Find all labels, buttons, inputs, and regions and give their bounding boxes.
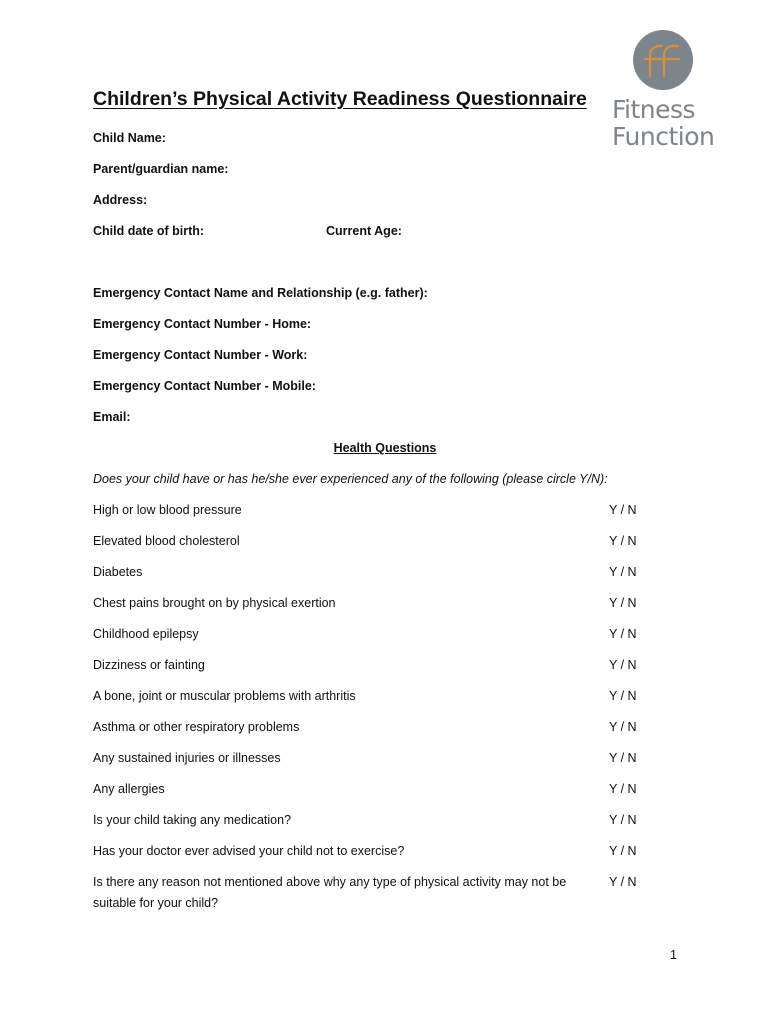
emergency-home-label: Emergency Contact Number - Home: [93, 317, 312, 331]
health-question-text: Childhood epilepsy [93, 627, 199, 641]
health-question-text: Asthma or other respiratory problems [93, 720, 300, 734]
yes-no-answer[interactable]: Y / N [609, 844, 637, 858]
yes-no-answer[interactable]: Y / N [609, 596, 637, 610]
health-question-text: Chest pains brought on by physical exertion [93, 596, 336, 610]
health-question-text: Diabetes [93, 565, 143, 579]
yes-no-answer[interactable]: Y / N [609, 534, 637, 548]
health-question-text: A bone, joint or muscular problems with arthritis [93, 689, 356, 703]
yes-no-answer[interactable]: Y / N [609, 658, 637, 672]
health-questions-heading: Health Questions [333, 441, 437, 455]
logo-circle [633, 30, 693, 90]
health-question-text: High or low blood pressure [93, 503, 242, 517]
yes-no-answer[interactable]: Y / N [609, 813, 637, 827]
health-question-text: Any allergies [93, 782, 165, 796]
yes-no-answer[interactable]: Y / N [609, 689, 637, 703]
yes-no-answer[interactable]: Y / N [609, 875, 637, 889]
child-name-label: Child Name: [93, 131, 166, 145]
current-age-label: Current Age: [326, 224, 402, 238]
yes-no-answer[interactable]: Y / N [609, 720, 637, 734]
health-question-text: Is there any reason not mentioned above why any type of physical activity may not be suitable for your child? [93, 875, 567, 910]
health-question-text: Dizziness or fainting [93, 658, 205, 672]
logo-line-1: Fitness [612, 95, 696, 124]
yes-no-answer[interactable]: Y / N [609, 751, 637, 765]
logo-wordmark [612, 96, 724, 150]
double-f-monogram-icon [633, 30, 693, 90]
address-label: Address: [93, 193, 148, 207]
yes-no-answer[interactable]: Y / N [609, 782, 637, 796]
yes-no-answer[interactable]: Y / N [609, 503, 637, 517]
yes-no-answer[interactable]: Y / N [609, 565, 637, 579]
page-title: Children’s Physical Activity Readiness Questionnaire [93, 88, 587, 110]
emergency-mobile-label: Emergency Contact Number - Mobile: [93, 379, 316, 393]
emergency-contact-name-label: Emergency Contact Name and Relationship (e.g. father): [93, 286, 428, 300]
health-intro: Does your child have or has he/she ever experienced any of the following (please circle Y/N): [93, 472, 608, 486]
page-number: 1 [670, 948, 677, 962]
fitness-function-logo [612, 26, 722, 151]
yes-no-answer[interactable]: Y / N [609, 627, 637, 641]
health-question-text: Has your doctor ever advised your child not to exercise? [93, 844, 405, 858]
emergency-work-label: Emergency Contact Number - Work: [93, 348, 308, 362]
health-question-text: Is your child taking any medication? [93, 813, 292, 827]
dob-label: Child date of birth: [93, 224, 205, 238]
email-label: Email: [93, 410, 131, 424]
logo-line-2: Function [612, 122, 715, 151]
health-question-text: Any sustained injuries or illnesses [93, 751, 281, 765]
parent-name-label: Parent/guardian name: [93, 162, 229, 176]
health-question-text: Elevated blood cholesterol [93, 534, 240, 548]
